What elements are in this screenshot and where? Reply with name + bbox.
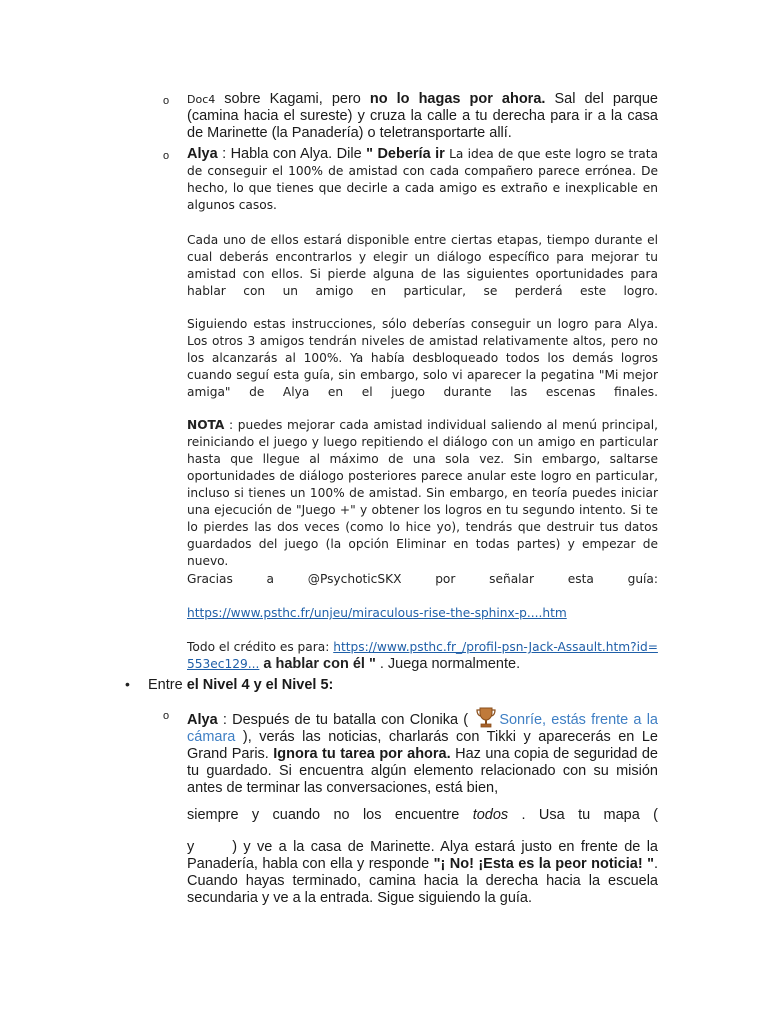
paragraph-note: NOTA : puedes mejorar cada amistad individual saliendo al menú principal, reiniciando el juego y luego repitiendo el diálogo con un amigo en particular hasta que llegue al máximo de una sola vez. Sin embargo, saltarse oportunidades de diálogo posteriores parece anular este logro en particular, incluso si tienes un 100% de amistad. Sin embargo, en teoría puedes iniciar una ejecución de "Juego +" y obtener los logros en tu segundo intento. Si te lo pierdes las dos veces (como lo hice yo), tendrás que destruir tus datos guardados del juego (la opción Eliminar en todas partes) y empezar de nuevo.	[187, 418, 658, 568]
paragraph-credit: Todo el crédito es para: https://www.psthc.fr_/profil-psn-Jack-Assault.htm?id=553ec129... a hablar con él " . Juega normalmente.	[187, 640, 658, 672]
guide-link[interactable]: https://www.psthc.fr/unjeu/miraculous-rise-the-sphinx-p....htm	[187, 606, 567, 620]
achievement-name: Sonríe, estás frente a la cámara	[187, 712, 658, 745]
paragraph-thanks: Gracias a @PsychoticSKX por señalar esta guía:	[187, 572, 658, 586]
list-item-alya: Alya : Habla con Alya. Dile " Debería ir La idea de que este logro se trata de conseguir el 100% de amistad con cada compañero parece errónea. De hecho, lo que tienes que decirle a cada amigo es extraño e inexplicable en algunos casos.	[187, 146, 658, 212]
paragraph-stages: Cada uno de ellos estará disponible entre ciertas etapas, tiempo durante el cual deberás encontrarlos y elegir un diálogo específico para mejorar tu amistad con ellos. Si pierde alguna de las siguientes oportunidades para hablar con un amigo en particular, se perderá este logro.	[187, 233, 658, 298]
paragraph-map: siempre y cuando no los encuentre todos . Usa tu mapa (	[187, 807, 658, 823]
list-bullet-hollow: o	[163, 150, 170, 162]
list-bullet-solid: •	[125, 676, 130, 692]
credit-link[interactable]: https://www.psthc.fr_/profil-psn-Jack-Assault.htm?id=553ec129...	[187, 640, 658, 671]
note-label: NOTA	[187, 418, 225, 432]
list-item-doc4: Doc4 sobre Kagami, pero no lo hagas por ahora. Sal del parque (camina hacia el sureste) y cruza la calle a tu derecha para ir a la casa de Marinette (la Panadería) o teletransportarte allí.	[187, 91, 658, 141]
list-bullet-hollow: o	[163, 710, 170, 722]
guide-link-row	[187, 605, 658, 622]
level-heading: Entre el Nivel 4 y el Nivel 5:	[148, 677, 334, 693]
doc-label: Doc4	[187, 93, 216, 106]
paragraph-marinette: y ) y ve a la casa de Marinette. Alya estará justo en frente de la Panadería, habla con ella y responde "¡ No! ¡Esta es la peor noticia! ". Cuando hayas terminado, camina hacia la derecha hacia la escuela secundaria y ve a la entrada. Sigue siguiendo la guía.	[187, 839, 658, 906]
paragraph-instructions: Siguiendo estas instrucciones, sólo deberías conseguir un logro para Alya. Los otros 3 amigos tendrán niveles de amistad relativamente altos, pero no los alcanzarás al 100%. Ya había desbloqueado todos los demás logros cuando seguí esta guía, sin embargo, solo vi aparecer la pegatina "Mi mejor amiga" de Alya en el juego durante las escenas finales.	[187, 317, 658, 399]
character-name: Alya	[187, 146, 218, 162]
list-bullet-hollow: o	[163, 95, 170, 107]
character-name: Alya	[187, 712, 218, 728]
bronze-trophy-icon	[475, 706, 497, 728]
list-item-alya-clonika: Alya : Después de tu batalla con Clonika ( Sonríe, estás frente a la cámara ), verás las noticias, charlarás con Tikki y aparecerás en Le Grand Paris. Ignora tu tarea por ahora. Haz una copia de seguridad de tu guardado. Si encuentra algún elemento relacionado con su misión antes de terminar las conversaciones, está bien,	[187, 706, 658, 797]
